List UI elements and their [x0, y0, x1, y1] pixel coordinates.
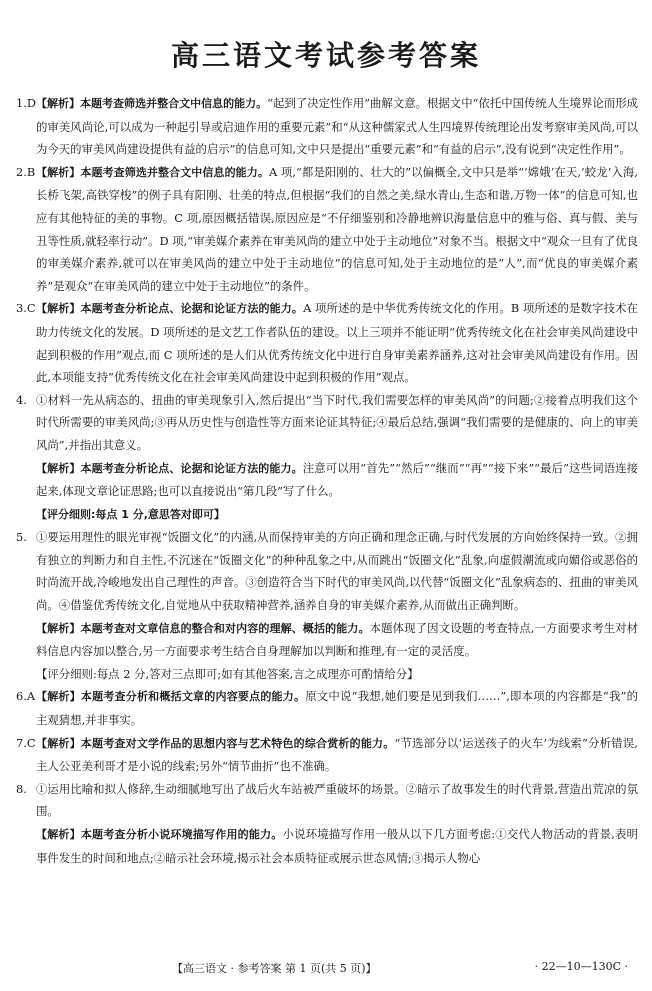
analysis-tag: 【解析】本题考查对文学作品的思想内容与艺术特色的综合赏析的能力。 [36, 736, 395, 750]
answer-text: ①要运用理性的眼光审视“饭圈文化”的内涵,从而保持审美的方向正确和理念正确,与时代发展的方向始终保持一致。②拥有独立的判断力和自主性,不沉迷在“饭圈文化”的种种乱象之中,从而跳出“饭圈文化”乱象,向虚假潮流或向媚俗或恶俗的时尚流开战,冷峻地发出自己理性的声音。③创造符合当下时代的审美风尚,以代替“饭圈文化”乱象病态的、扭曲的审美风尚。④借鉴优秀传统文化,自觉地从中获取精神营养,涵养自身的审美媒介素养,从而做出正确判断。 [36, 530, 638, 613]
footer-code: · 22—10—130C · [534, 960, 628, 973]
analysis-text: 本题体现了因文设题的考查特点,一方面要求考生对材料信息内容加以整合,另一方面要求考生结合自身理解加以判断和推理,有一定的灵活度。 [36, 620, 639, 659]
answer-item-3 [16, 297, 638, 388]
answer-item-6 [16, 685, 638, 731]
analysis-tag: 【解析】本题考查分析论点、论据和论证方法的能力。 [36, 302, 304, 316]
scoring-rule-5 [16, 663, 638, 686]
analysis-tag: 【解析】本题考查筛选并整合文中信息的能力。 [36, 165, 269, 179]
analysis-text: A 项,“都是阳刚的、壮大的”以偏概全,文中只是举“‘嫦娥’在天,‘蛟龙’入海,长桥飞架,高铁穿梭”的例子具有阳刚、壮美的特点,但根据“我们的自然之美,绿水青山,生态和谐,万物一体”的信息可知,也应有其他特征的美的事物。C 项,原因概括错误,原因应是“不仔细鉴别和冷静地辨识海量信息中的雅与俗、真与假、美与丑等性质,就轻率行动”。D 项,“审美媒介素养在审美风尚的建立中处于主动地位”对象不当。根据文中“观众一旦有了优良的审美媒介素养,就可以在审美风尚的建立中处于主动地位”的信息可知,处于主动地位的是“人”,而“优良的审美媒介素养”是观众“在审美风尚的建立中处于主动地位”的条件。 [36, 164, 638, 293]
item-number: 6.A [16, 689, 36, 704]
answer-item-8 [16, 778, 638, 823]
analysis-paragraph-5 [16, 617, 638, 663]
footer-page-info: 【高三语文 · 参考答案 第 1 页(共 5 页)】 [172, 962, 377, 975]
analysis-paragraph-8 [16, 823, 638, 869]
analysis-tag: 【解析】本题考查筛选并整合文中信息的能力。 [36, 97, 268, 110]
answer-text: ①材料一先从病态的、扭曲的审美现象引入,然后提出“当下时代,我们需要怎样的审美风尚”的问题;②接着点明我们这个时代所需要的审美风尚;③再从历史性与创造性等方面来论证其特征;④最后总结,强调“我们需要的是健康的、向上的审美风尚”,并指出其意义。 [36, 392, 638, 452]
analysis-text: “节选部分以‘运送孩子的火车’为线索”分析错误,主人公亚美利哥才是小说的线索;另外“情节曲折”也不准确。 [36, 735, 638, 774]
scoring-rule-4 [16, 503, 638, 527]
analysis-text: 注意可以用“首先”“然后”“继而”“再”“接下来”“最后”这些词语连接起来,体现文章论证思路;也可以直接说出“第几段”写了什么。 [36, 460, 638, 499]
analysis-text: 原文中说“我想,她们要是见到我们……”,即本项的内容都是“我”的主观猜想,并非事实。 [36, 689, 638, 728]
analysis-text: A 项所述的是中华优秀传统文化的作用。B 项所述的是数字技术在助力传统文化的发展。D 项所述的是文艺工作者队伍的建设。以上三项并不能证明“优秀传统文化在社会审美风尚建设中起到积极的作用”观点,而 C 项所述的是人们从优秀传统文化中进行自身审美素养涵养,这对社会审美风尚建设有作用。因此,本项能支持“优秀传统文化在社会审美风尚建设中起到积极的作用”观点。 [36, 301, 639, 385]
analysis-text: “起到了决定性作用”曲解文意。根据文中“依托中国传统人生境界论而形成的审美风尚论,可以成为一种起引导或启迪作用的重要元素”和“从这种儒家式人生四境界传统理论出发考察审美风尚,可以为今天的审美风尚建设提供有益的启示”的信息可知,文中只是提出“重要元素”和“有益的启示”,没有说到“决定性作用”。 [36, 96, 639, 157]
answer-text: ①运用比喻和拟人修辞,生动细腻地写出了战后火车站被严重破坏的场景。②暗示了故事发生的时代背景,营造出荒凉的氛围。 [36, 781, 638, 819]
item-number: 2.B [16, 164, 36, 179]
item-number: 8. [16, 781, 27, 796]
answer-item-4 [16, 389, 638, 457]
analysis-tag: 【解析】本题考查分析和概括文章的内容要点的能力。 [36, 690, 306, 704]
scoring-text: 【评分细则:每点 1 分,意思答对即可】 [36, 507, 225, 521]
item-number: 1.D [16, 96, 37, 110]
answer-item-7 [16, 732, 638, 778]
scoring-text: 【评分细则:每点 2 分,答对三点即可;如有其他答案,言之成理亦可酌情给分】 [36, 666, 419, 681]
item-number: 7.C [16, 735, 36, 750]
answer-item-1 [16, 92, 638, 161]
analysis-tag: 【解析】本题考查分析论点、论据和论证方法的能力。 [36, 461, 303, 475]
answer-item-5 [16, 526, 638, 616]
answer-item-2 [16, 161, 638, 298]
item-number: 3.C [16, 301, 36, 316]
item-number: 4. [16, 392, 27, 407]
page-title: 高三语文考试参考答案 [170, 39, 481, 72]
analysis-tag: 【解析】本题考查分析小说环境描写作用的能力。 [36, 828, 283, 841]
analysis-paragraph-4 [16, 457, 638, 503]
analysis-tag: 【解析】本题考查对文章信息的整合和对内容的理解、概括的能力。 [36, 621, 370, 635]
answer-content [16, 92, 638, 869]
analysis-text: 小说环境描写作用一般从以下几方面考虑:①交代人物活动的背景,表明事件发生的时间和地点;②暗示社会环境,揭示社会本质特征或展示世态风情;③揭示人物心 [36, 827, 639, 865]
item-number: 5. [16, 530, 27, 545]
